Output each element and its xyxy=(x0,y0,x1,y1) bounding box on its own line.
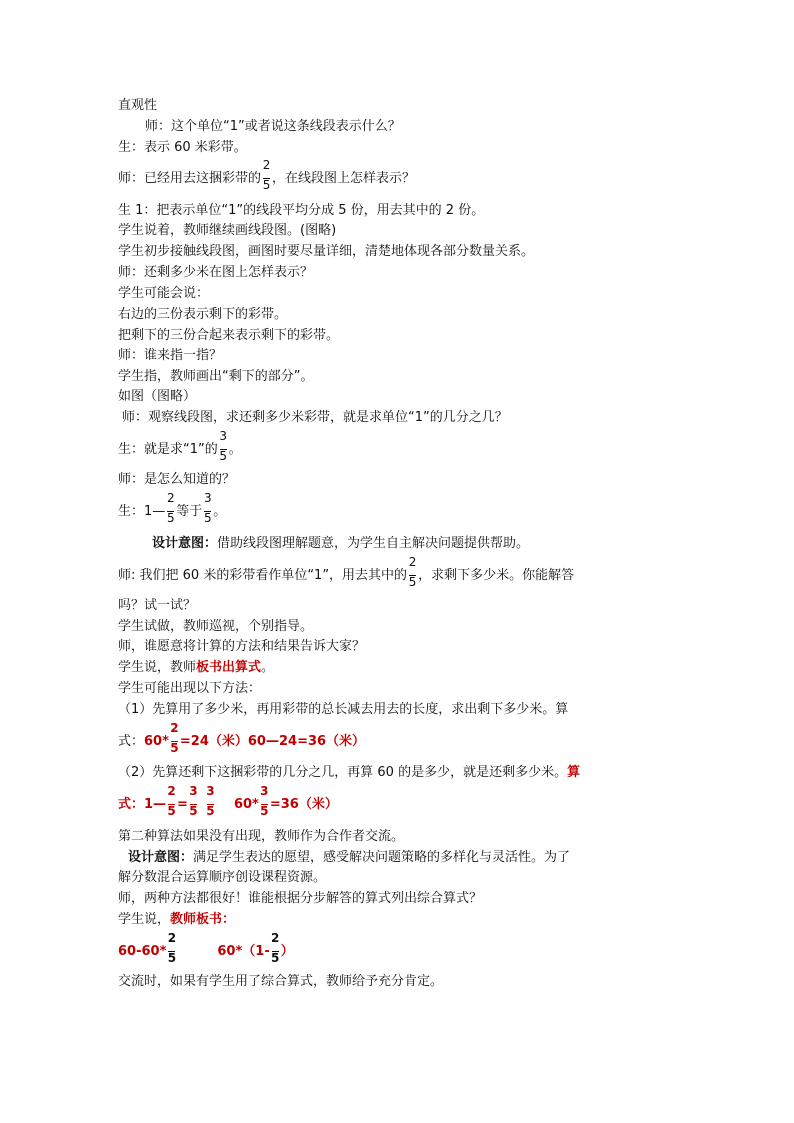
formula-part: =36（米） xyxy=(269,797,338,812)
denominator: 5 xyxy=(189,804,198,818)
line-how-known xyxy=(118,470,235,490)
line-text: ，求剩下多少米。你能解答 xyxy=(418,568,575,583)
fraction-two-fifths xyxy=(262,158,271,192)
line-text: 学生指，教师画出“剩下的部分”。 xyxy=(118,369,314,384)
denominator: 5 xyxy=(262,178,271,192)
line-text: 学生说，教师 xyxy=(118,660,197,675)
line-text: 师：是怎么知道的？ xyxy=(118,472,236,487)
line-text: 师: 我们把 60 米的彩带看作单位“1”，用去其中的 xyxy=(118,568,408,583)
board-colon: ： xyxy=(222,912,236,927)
numerator: 2 xyxy=(262,158,271,172)
board-label: 教师板书 xyxy=(170,912,223,927)
line-text: 第二种算法如果没有出现，教师作为合作者交流。 xyxy=(118,829,405,844)
line-design-intent-1 xyxy=(152,534,529,554)
line-text: 学生说， xyxy=(118,912,171,927)
numerator: 2 xyxy=(170,721,179,735)
line-one-minus xyxy=(118,491,227,525)
denominator: 5 xyxy=(219,449,228,463)
formula-part: 60* xyxy=(144,734,169,749)
design-intent-label: 设计意图： xyxy=(128,850,194,865)
line-method-2 xyxy=(118,763,580,783)
line-text: 生：1— xyxy=(118,504,166,519)
line-right-three xyxy=(118,305,287,325)
line-note xyxy=(118,242,534,262)
fraction-three-fifths xyxy=(206,784,215,818)
fraction-two-fifths xyxy=(167,784,176,818)
line-students-point xyxy=(118,367,313,387)
numerator: 3 xyxy=(203,491,212,505)
line-text: ，在线段图上怎样表示？ xyxy=(272,171,416,186)
formula-part: 60-60* xyxy=(118,944,167,959)
line-second-method xyxy=(118,827,404,847)
formula-part: 60* xyxy=(233,797,259,812)
line-text: 满足学生表达的愿望，感受解决问题策略的多样化与灵活性。为了 xyxy=(193,850,571,865)
fraction-two-fifths xyxy=(170,721,179,755)
denominator: 5 xyxy=(167,804,176,818)
fraction-three-fifths xyxy=(203,491,212,525)
line-text: 师：已经用去这捆彩带的 xyxy=(118,171,262,186)
line-text: 师：观察线段图，求还剩多少米彩带，就是求单位“1”的几分之几？ xyxy=(122,410,508,425)
fraction-two-fifths xyxy=(408,555,417,589)
line-design-intent-2 xyxy=(128,848,570,868)
line-method-1 xyxy=(118,700,568,720)
numerator: 2 xyxy=(167,784,176,798)
line-text: 师，两种方法都很好！谁能根据分步解答的算式列出综合算式？ xyxy=(118,891,483,906)
line-who-points xyxy=(118,346,222,366)
numerator: 2 xyxy=(167,931,177,945)
line-combined-formulas xyxy=(118,931,294,965)
line-students-try xyxy=(118,617,313,637)
line-text: 师：这个单位“1”或者说这条线段表示什么？ xyxy=(145,119,401,134)
numerator: 2 xyxy=(271,931,280,945)
line-text: 生 1：把表示单位“1”的线段平均分成 5 份，用去其中的 2 份。 xyxy=(118,203,485,218)
line-text: 学生初步接触线段图，画图时要尽量详细，清楚地体现各部分数量关系。 xyxy=(118,244,535,259)
numerator: 3 xyxy=(189,784,198,798)
line-text: 师：谁来指一指？ xyxy=(118,348,223,363)
line-text: 解分数混合运算顺序创设课程资源。 xyxy=(118,870,327,885)
formula-part: 式：1— xyxy=(118,797,167,812)
line-students-may-say xyxy=(118,284,209,304)
line-drawing xyxy=(118,221,336,241)
line-three-fifths xyxy=(118,429,242,463)
line-student-answer xyxy=(118,138,247,158)
line-heading xyxy=(118,96,157,116)
line-text: 式： xyxy=(118,734,145,749)
fraction-two-fifths xyxy=(167,931,177,965)
line-text: 师：还剩多少米在图上怎样表示？ xyxy=(118,265,314,280)
line-teacher-question xyxy=(145,117,401,137)
line-formula-1 xyxy=(118,721,366,755)
fraction-two-fifths xyxy=(271,931,280,965)
numerator: 3 xyxy=(206,784,215,798)
line-text: 等于 xyxy=(176,504,203,519)
line-text: 师，谁愿意将计算的方法和结果告诉大家？ xyxy=(118,639,366,654)
formula-part: =24（米）60—24=36（米） xyxy=(179,734,366,749)
formula-label: 算 xyxy=(567,765,581,780)
line-teacher-board xyxy=(118,910,235,930)
heading-text: 直观性 xyxy=(118,98,158,113)
line-teacher-problem xyxy=(118,555,575,589)
line-figure xyxy=(118,387,196,407)
line-text: 。 xyxy=(261,660,275,675)
line-resource xyxy=(118,868,326,888)
denominator: 5 xyxy=(166,511,175,525)
line-text: 右边的三份表示剩下的彩带。 xyxy=(118,307,288,322)
denominator: 5 xyxy=(271,951,280,965)
design-intent-label: 设计意图： xyxy=(152,536,218,551)
line-text: 交流时，如果有学生用了综合算式，教师给予充分肯定。 xyxy=(118,974,444,989)
line-combine-three xyxy=(118,326,339,346)
line-text: 生：表示 60 米彩带。 xyxy=(118,140,247,155)
line-text: （2）先算还剩下这捆彩带的几分之几，再算 60 的是多少，就是还剩多少米。 xyxy=(118,765,568,780)
line-try-it xyxy=(118,596,196,616)
numerator: 2 xyxy=(408,555,417,569)
line-board-formula xyxy=(118,658,274,678)
denominator: 5 xyxy=(408,575,417,589)
line-text: 如图（图略） xyxy=(118,389,197,404)
line-text: 把剩下的三份合起来表示剩下的彩带。 xyxy=(118,328,340,343)
line-text: 学生说着，教师继续画线段图。(图略) xyxy=(118,223,337,238)
formula-part: = xyxy=(177,797,188,812)
numerator: 3 xyxy=(260,784,269,798)
line-text: 吗？试一试？ xyxy=(118,598,197,613)
line-combined xyxy=(118,889,482,909)
line-text: 。 xyxy=(213,504,227,519)
line-formula-2 xyxy=(118,784,338,818)
line-text: 学生试做，教师巡视，个别指导。 xyxy=(118,619,314,634)
denominator: 5 xyxy=(167,951,177,965)
fraction-two-fifths xyxy=(166,491,175,525)
line-student1 xyxy=(118,201,484,221)
board-label: 板书出算式 xyxy=(196,660,262,675)
line-text: 生：就是求“1”的 xyxy=(118,442,218,457)
formula-part: 60*（1- xyxy=(217,944,270,959)
line-observe xyxy=(122,408,508,428)
line-methods xyxy=(118,679,261,699)
line-text: 学生可能会说： xyxy=(118,286,210,301)
numerator: 3 xyxy=(219,429,228,443)
denominator: 5 xyxy=(170,741,179,755)
line-text: （1）先算用了多少米，再用彩带的总长减去用去的长度，求出剩下多少米。算 xyxy=(118,702,569,717)
line-who-shares xyxy=(118,637,365,657)
fraction-three-fifths xyxy=(260,784,269,818)
line-teacher-fraction-question xyxy=(118,158,416,192)
denominator: 5 xyxy=(206,804,215,818)
line-text: 学生可能出现以下方法： xyxy=(118,681,262,696)
fraction-three-fifths xyxy=(219,429,228,463)
line-text: 借助线段图理解题意，为学生自主解决问题提供帮助。 xyxy=(217,536,530,551)
line-teacher-remaining xyxy=(118,263,313,283)
formula-1 xyxy=(144,721,366,755)
fraction-three-fifths xyxy=(189,784,198,818)
formula-part: ） xyxy=(280,944,294,959)
numerator: 2 xyxy=(166,491,175,505)
line-affirm xyxy=(118,972,443,992)
denominator: 5 xyxy=(260,804,269,818)
denominator: 5 xyxy=(203,511,212,525)
line-text: 。 xyxy=(228,442,242,457)
